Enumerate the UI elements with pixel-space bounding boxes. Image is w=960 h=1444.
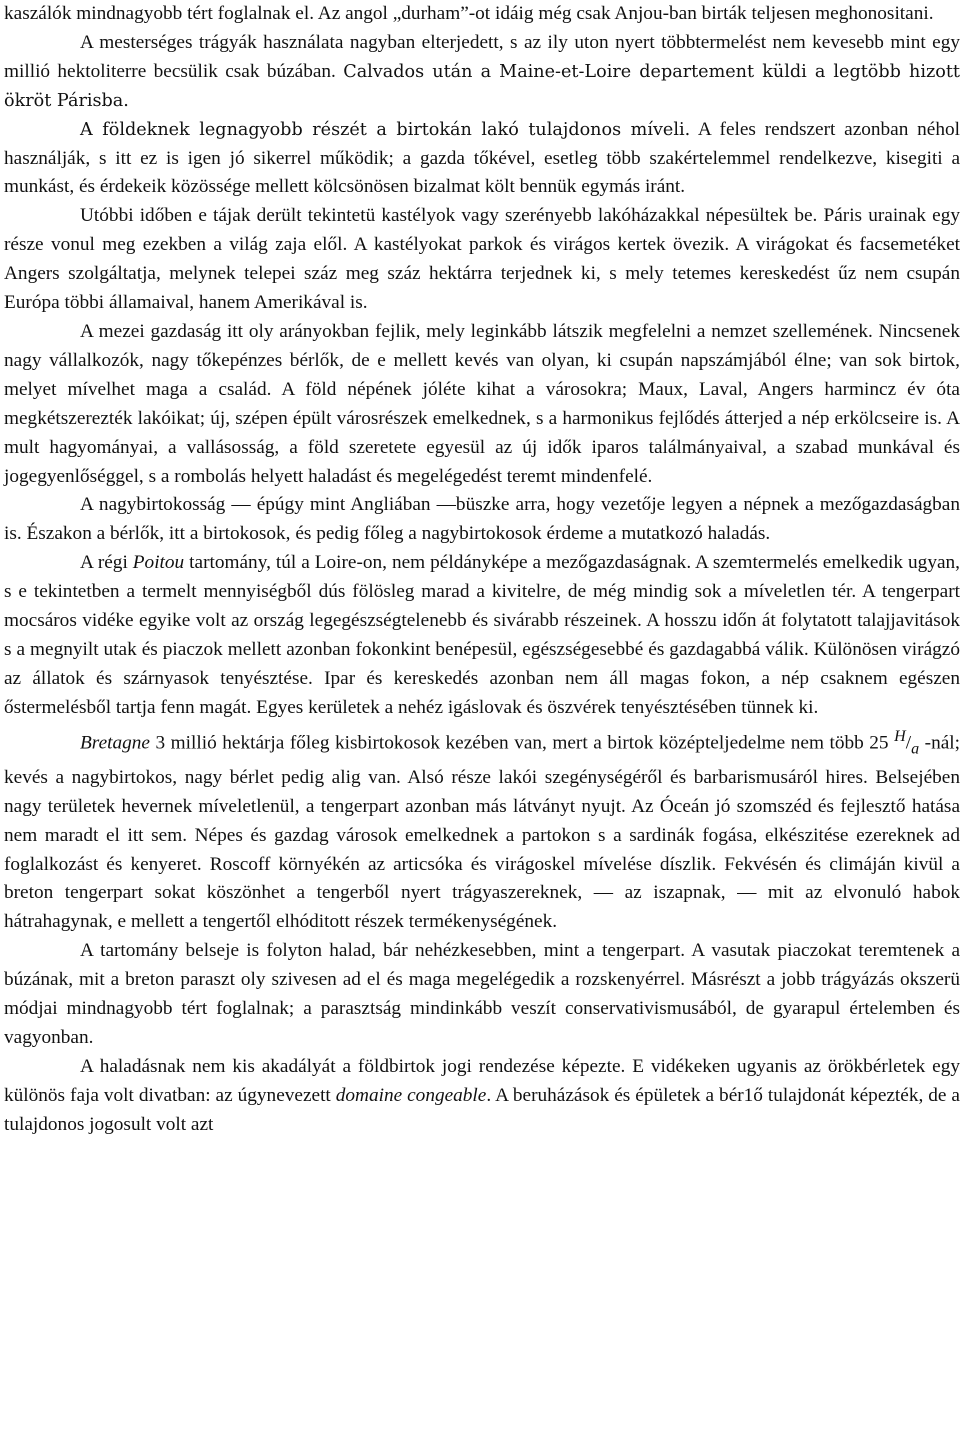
text-run: Páris urainak egy része vonul meg ezekben a világ zaja elől. xyxy=(4,205,960,256)
text-run: Roscoff környékén az articsóka és virágoskel mívelése díszlik. xyxy=(201,853,717,875)
paragraph xyxy=(4,116,960,203)
text-run: H xyxy=(894,727,906,745)
paragraph xyxy=(4,491,960,549)
text-run: Másrészt a jobb trágyázás okszerü módjai mindnagyobb tért foglalnak; a parasztság mindinkább veszít conservativismusából, de gyarapul értelemben és vagyonban. xyxy=(4,969,960,1048)
text-run: Északon a bérlők, itt a birtokosok, és pedig főleg a nagybirtokosok érdeme a mutatkozó haladás. xyxy=(26,523,771,545)
text-run: domaine congeable xyxy=(335,1084,487,1106)
text-run: A mezei gazdaság itt oly arányokban fejlik, mely leginkább látszik megfelelni a nemzet szellemének. xyxy=(80,320,873,342)
paragraph xyxy=(4,549,960,722)
text-run: a xyxy=(911,739,920,757)
text-run: A hosszu időn át folytatott talajjavitások s a megnyilt utak és piaczok mellett azonban fokonkint benépesül, egészségesebbé és gazdagabbá válik. xyxy=(4,610,960,660)
text-run: 3 millió hektárja főleg kisbirtokosok kezében van, mert a birtok középteljedelme nem több 25 xyxy=(149,732,895,754)
paragraph xyxy=(4,937,960,1053)
text-run: Fekvésén és climáján kivül a breton tengerpart sokat köszönhet a tengerből nyert trágyaszereknek, — az iszapnak, — mit az elvonuló habok hátrahagynak, e mellett a tengertől elhóditott részek termékenységének. xyxy=(4,853,960,933)
paragraph xyxy=(4,723,960,938)
paragraph xyxy=(4,1053,960,1140)
text-run: / xyxy=(905,732,912,754)
text-run: A föld népének jóléte kihat a városokra; Maux, Laval, Angers harmincz év óta megkétszerezték lakóikat; új, szépen épült városrészek emelkednek, s a harmonikus fejlődés átterjed a nép erkölcseire is. xyxy=(4,378,960,429)
text-run: A tartomány belseje is folyton halad, bár nehézkesebben, mint a tengerpart. xyxy=(80,940,686,962)
text-run: A kastélyokat parkok és virágos kertek övezik. xyxy=(353,234,730,256)
text-run: A nagybirtokosság — épúgy mint Angliában —büszke arra, hogy vezetője legyen a népnek a mezőgazdaságban is. xyxy=(4,494,960,545)
text-run: A beruházások és épületek a bér1ő tulajdonát képezték, de a tulajdonos jogosult volt azt xyxy=(4,1084,960,1135)
text-run: Bretagne xyxy=(80,732,150,754)
text-run: Az Óceán jó szomszéd és fejlesztő hatása nem maradt el itt sem. xyxy=(4,795,960,846)
text-run: A virágokat és facsemetéket Angers szolgáltatja, melynek telepei száz meg száz hektárra terjednek ki, s mely tetemes kereskedést űz nem csupán Európa többi államaival, hanem Amerikával is. xyxy=(4,234,960,314)
text-run: Ipar és kereskedés azonban nem áll magas fokon, a nép csaknem egészen őstermelésből tartja fenn magát. xyxy=(4,667,960,718)
text-run: Népes és gazdag városok emelkednek a partokon s a sardinák fogása, elkészitése ezereknek ad foglalkozást és kenyeret. xyxy=(4,824,960,875)
text-run: Alsó része lakói szegénységéről és barbarismusáról hires. xyxy=(400,766,868,788)
paragraph xyxy=(4,0,960,29)
text-run: A tengerpart mocsáros vidéke egyike volt az ország legegészségtelenebb és sivárabb részeinek. xyxy=(4,581,960,632)
text-run: Calvados után a Maine-et-Loire departement küldi a legtöbb hizott ökröt Párisba. xyxy=(4,61,960,111)
text-run: Nincsenek nagy vállalkozók, nagy tőkepénzes bérlők, de e mellett kevés van olyan, ki csupán napszámjából élne; van sok birtok, melyet mívelhet maga a család. xyxy=(4,320,960,400)
text-run: Poitou xyxy=(132,552,185,574)
paragraph xyxy=(4,318,960,491)
text-run: tartomány, túl a Loire-on, nem példányképe a mezőgazdaságnak. xyxy=(184,552,692,574)
text-run: kaszálók mindnagyobb tért foglalnak el. Az angol „durham”-ot idáig még csak Anjou-ban birták teljesen meghonositani. xyxy=(4,3,934,24)
text-run: Utóbbi időben e tájak derült tekintetü kastélyok vagy szerényebb lakóházakkal népesültek be. xyxy=(80,205,818,227)
paragraph xyxy=(4,202,960,318)
text-run: A vasutak piaczokat teremtenek a búzának, mit a breton paraszt oly szivesen ad el és maga megelégedik a rozskenyérrel. xyxy=(4,940,960,991)
text-run: A szemtermelés emelkedik ugyan, s e tekintetben a termelt mennyiségből dús fölösleg marad a kivitelre, de még mindig sok a míveletlen tér. xyxy=(4,552,960,603)
text-run: A régi xyxy=(80,552,133,574)
text-run: E vidékeken ugyanis az örökbérletek egy különös faja volt divatban: az úgynevezett xyxy=(4,1055,960,1106)
text-run: -nál; kevés a nagybirtokos, nagy bérlet pedig alig van. xyxy=(4,732,960,788)
text-run: A mesterséges trágyák használata nagyban elterjedett, s az ily uton nyert többtermelést nem kevesebb mint egy millió hektoliterre becsülik csak búzában. xyxy=(4,31,960,82)
text-run: A mult hagyományai, a vallásosság, a föld szeretete egyesül az új idők iparos találmányaival, a szabad munkával és jogegyenlőséggel, s a rombolás helyett haladást és megelégedést teremt mindenfelé. xyxy=(4,407,960,487)
text-run: A feles rendszert azonban néhol használják, s itt ez is igen jó sikerrel működik; a gazda tőkével, esetleg több szakértelemmel rendelkezve, kisegiti a munkást, és érdekeik közössége mellett kölcsönösen bizalmat költ bennük egymás iránt. xyxy=(4,118,960,198)
text-run: Belsejében nagy területek hevernek míveletlenül, a tengerpart azonban más látványt nyujt. xyxy=(4,766,960,817)
text-run: A haladásnak nem kis akadályát a földbirtok jogi rendezése képezte. xyxy=(80,1055,626,1077)
text-run: A földeknek legnagyobb részét a birtokán lakó tulajdonos míveli. xyxy=(80,119,691,140)
text-run: Egyes kerületek a nehéz igáslovak és öszvérek tenyésztésében tünnek ki. xyxy=(251,696,819,718)
document-body xyxy=(4,0,960,1140)
paragraph xyxy=(4,29,960,116)
text-run: Különösen virágzó az állatok és szárnyasok tenyésztése. xyxy=(4,638,960,689)
text-run: . xyxy=(486,1084,492,1106)
